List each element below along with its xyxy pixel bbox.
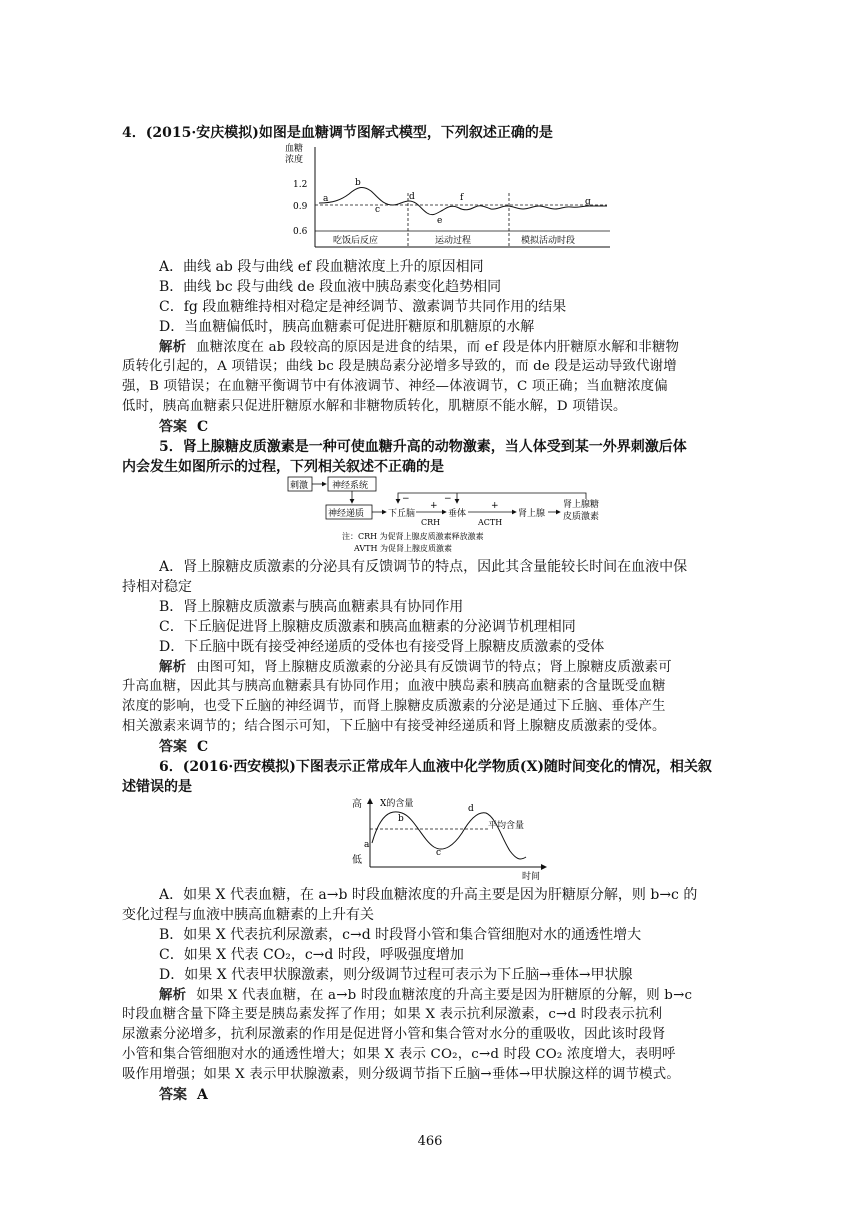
q5-hormone-label: 肾上腺糖 <box>563 500 600 510</box>
q5-transmitter-box: 神经递质 <box>328 509 365 519</box>
q4-ytick: 0.9 <box>293 202 308 212</box>
q4-answer: 答案 C <box>159 419 209 435</box>
q6-option-c: C．如果 X 代表 CO₂，c→d 时段，呼吸强度增加 <box>159 947 464 963</box>
q6-average-label: 平均含量 <box>488 821 525 831</box>
q6-answer-label: 答案 <box>159 1087 187 1103</box>
q4-ylabel-1: 血糖 <box>285 144 304 154</box>
q4-point-d: d <box>409 192 415 202</box>
page-number: 466 <box>417 1134 443 1149</box>
q6-analysis-line: 小管和集合管细胞对水的通透性增大；如果 X 表示 CO₂，c→d 时段 CO₂ 浓度增大，表明呼 <box>122 1047 676 1062</box>
q5-answer: 答案 C <box>159 739 209 755</box>
q4-blood-glucose-figure <box>285 143 615 253</box>
q6-low-label: 低 <box>352 855 362 866</box>
q5-analysis-label: 解析 <box>159 659 187 675</box>
q6-point-b: b <box>398 814 404 824</box>
q6-curve <box>372 812 526 859</box>
q4-analysis-label: 解析 <box>159 339 187 355</box>
q4-option-b: B．曲线 bc 段与曲线 de 段血液中胰岛素变化趋势相同 <box>159 279 502 295</box>
q4-ytick: 1.2 <box>293 180 308 190</box>
q5-analysis-line: 浓度的影响，也受下丘脑的神经调节，而肾上腺糖皮质激素的分泌是通过下丘脑、垂体产生 <box>122 699 666 714</box>
q4-analysis-line: 强，B 项错误；在血糖平衡调节中有体液调节、神经—体液调节，C 项正确；当血糖浓度偏 <box>122 379 668 394</box>
q6-point-a: a <box>364 840 370 850</box>
q5-hormone-label: 皮质激素 <box>563 512 600 522</box>
q4-analysis-line: 质转化引起的，A 项错误；曲线 bc 段是胰岛素分泌增多导致的，而 de 段是运动导致代谢增 <box>122 359 677 374</box>
q6-xlabel: 时间 <box>522 872 541 881</box>
q5-option-a: A．肾上腺糖皮质激素的分泌具有反馈调节的特点，因此其含量能较长时间在血液中保 <box>159 559 688 575</box>
q6-stem-line: 述错误的是 <box>122 779 192 795</box>
q4-phase-label: 吃饭后反应 <box>333 236 379 246</box>
q4-option-a: A．曲线 ab 段与曲线 ef 段血糖浓度上升的原因相同 <box>159 259 484 275</box>
q6-option-a-cont: 变化过程与血液中胰高血糖素的上升有关 <box>122 907 374 923</box>
q5-hormone-flow-figure <box>286 475 616 555</box>
q5-nervous-system-box: 神经系统 <box>332 481 369 491</box>
q6-analysis-line: 时段血糖含量下降主要是胰岛素发挥了作用；如果 X 表示抗利尿激素，c→d 时段表示抗利 <box>122 1007 663 1022</box>
q5-stimulus-box: 刺激 <box>290 481 309 491</box>
q6-option-b: B．如果 X 代表抗利尿激素，c→d 时段肾小管和集合管细胞对水的通透性增大 <box>159 927 642 943</box>
q4-option-d: D．当血糖偏低时，胰高血糖素可促进肝糖原和肌糖原的水解 <box>159 319 535 335</box>
q4-point-f: f <box>460 193 464 203</box>
q6-analysis-line: 解析 如果 X 代表血糖，在 a→b 时段血糖浓度的升高主要是因为肝糖原的分解，则 b→c <box>159 987 693 1003</box>
q4-ylabel-2: 浓度 <box>285 155 304 165</box>
q6-point-d: d <box>468 804 474 814</box>
q4-analysis-line: 低时，胰高血糖素只促进肝糖原水解和非糖物质转化，肌糖原不能水解，D 项错误。 <box>122 399 627 414</box>
q5-crh-label: CRH <box>421 518 441 527</box>
q4-ytick: 0.6 <box>293 227 308 237</box>
q4-point-c: c <box>375 205 381 215</box>
q4-point-g: g <box>585 197 591 207</box>
q5-hypothalamus-label: 下丘脑 <box>388 509 416 519</box>
q4-option-c: C．fg 段血糖维持相对稳定是神经调节、激素调节共同作用的结果 <box>159 299 567 315</box>
q6-option-a: A．如果 X 代表血糖，在 a→b 时段血糖浓度的升高主要是因为肝糖原分解，则 b→c 的 <box>159 887 698 903</box>
q5-plus-sign: + <box>491 501 499 511</box>
q5-pituitary-label: 垂体 <box>448 509 467 519</box>
q6-option-d: D．如果 X 代表甲状腺激素，则分级调节过程可表示为下丘脑→垂体→甲状腺 <box>159 967 633 983</box>
q6-stem-line: 6．(2016·西安模拟)下图表示正常成年人血液中化学物质(X)随时间变化的情况，相关叙 <box>159 759 712 775</box>
q5-analysis-line: 解析 由图可知，肾上腺糖皮质激素的分泌具有反馈调节的特点；肾上腺糖皮质激素可 <box>159 659 672 675</box>
q4-stem: 4．(2015·安庆模拟)如图是血糖调节图解式模型，下列叙述正确的是 <box>122 125 553 141</box>
q4-point-e: e <box>437 216 443 226</box>
q4-analysis-line: 解析 血糖浓度在 ab 段较高的原因是进食的结果，而 ef 段是体内肝糖原水解和非糖物 <box>159 339 680 355</box>
q4-point-a: a <box>323 194 329 204</box>
q6-answer: 答案 A <box>159 1087 208 1103</box>
q5-acth-label: ACTH <box>478 518 503 527</box>
q6-analysis-line: 尿激素分泌增多，抗利尿激素的作用是促进肾小管和集合管对水分的重吸收，因此该时段肾 <box>122 1027 666 1042</box>
q6-substance-curve-figure <box>350 795 550 881</box>
q4-phase-label: 运动过程 <box>435 236 472 246</box>
q5-minus-sign: − <box>444 494 452 504</box>
q5-note-line: AVTH 为促肾上腺皮质激素 <box>354 544 453 553</box>
q6-point-c: c <box>436 848 442 858</box>
q6-analysis-label: 解析 <box>159 987 187 1003</box>
q6-ylabel: X的含量 <box>380 799 414 809</box>
q6-high-label: 高 <box>352 799 362 810</box>
q5-note-line: 注：CRH 为促肾上腺皮质激素释放激素 <box>342 532 484 541</box>
q4-point-b: b <box>355 178 361 188</box>
q4-answer-label: 答案 <box>159 419 187 435</box>
q5-option-d: D．下丘脑中既有接受神经递质的受体也有接受肾上腺糖皮质激素的受体 <box>159 639 605 655</box>
q5-stem-line: 内会发生如图所示的过程，下列相关叙述不正确的是 <box>122 459 444 475</box>
q5-analysis-line: 相关激素来调节的；结合图示可知，下丘脑中有接受神经递质和肾上腺糖皮质激素的受体。 <box>122 719 666 734</box>
q5-analysis-line: 升高血糖，因此其与胰高血糖素具有协同作用；血液中胰岛素和胰高血糖素的含量既受血糖 <box>122 679 666 694</box>
q4-phase-label: 模拟活动时段 <box>521 236 576 246</box>
q5-answer-label: 答案 <box>159 739 187 755</box>
q5-option-c: C．下丘脑促进肾上腺糖皮质激素和胰高血糖素的分泌调节机理相同 <box>159 619 576 635</box>
q5-minus-sign: − <box>402 494 410 504</box>
q6-analysis-line: 吸作用增强；如果 X 表示甲状腺激素，则分级调节指下丘脑→垂体→甲状腺这样的调节模式。 <box>122 1067 680 1082</box>
q5-adrenal-label: 肾上腺 <box>518 509 546 519</box>
q5-option-b: B．肾上腺糖皮质激素与胰高血糖素具有协同作用 <box>159 599 464 615</box>
q5-plus-sign: + <box>430 501 438 511</box>
q5-stem-line: 5．肾上腺糖皮质激素是一种可使血糖升高的动物激素，当人体受到某一外界刺激后体 <box>159 439 687 455</box>
q5-option-a-cont: 持相对稳定 <box>122 579 192 595</box>
